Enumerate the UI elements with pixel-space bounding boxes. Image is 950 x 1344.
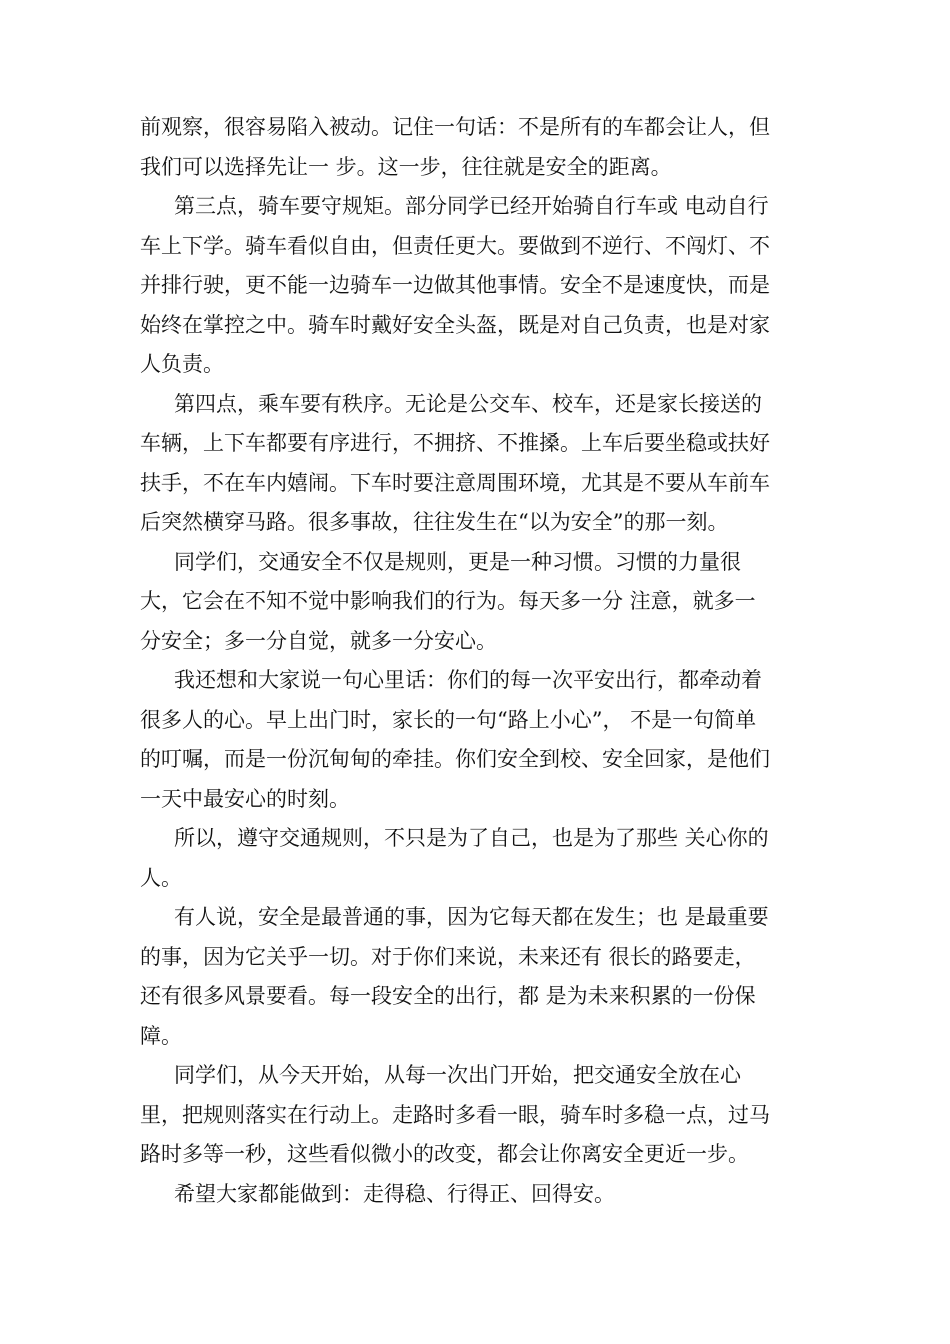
text-line: 车上下学。骑车看似自由，但责任更大。要做到不逆行、不闯灯、不 xyxy=(140,233,770,258)
text-line: 后突然横穿马路。很多事故，往往发生在“以为安全”的那一刻。 xyxy=(140,510,729,534)
text-line: 的叮嘱，而是一份沉甸甸的牵挂。你们安全到校、安全回家，是他们 xyxy=(140,747,770,771)
text-line: 第三点，骑车要守规矩。部分同学已经开始骑自行车或 电动自行 xyxy=(174,194,769,218)
paragraph-7 xyxy=(140,898,812,1056)
text-line: 大，它会在不知不觉中影响我们的行为。每天多一分 注意，就多一 xyxy=(140,589,756,613)
text-line: 扶手，不在车内嬉闹。下车时要注意周围环境，尤其是不要从车前车 xyxy=(140,470,770,495)
paragraph-5 xyxy=(140,661,812,819)
text-line: 人。 xyxy=(140,865,182,890)
text-line: 车辆，上下车都要有序进行，不拥挤、不推搡。上车后要坐稳或扶好 xyxy=(140,431,770,455)
document-body xyxy=(140,108,812,1214)
text-line: 还有很多风景要看。每一段安全的出行，都 是为未来积累的一份保 xyxy=(140,984,756,1008)
text-line: 并排行驶，更不能一边骑车一边做其他事情。安全不是速度快，而是 xyxy=(140,273,770,297)
text-line: 一天中最安心的时刻。 xyxy=(140,786,350,811)
paragraph-1 xyxy=(140,108,812,187)
paragraph-4 xyxy=(140,543,812,662)
text-line: 第四点，乘车要有秩序。无论是公交车、校车，还是家长接送的 xyxy=(174,391,762,416)
text-line: 始终在掌控之中。骑车时戴好安全头盔，既是对自己负责，也是对家 xyxy=(140,312,770,337)
paragraph-9 xyxy=(140,1175,812,1215)
text-line: 前观察，很容易陷入被动。记住一句话：不是所有的车都会让人，但 xyxy=(140,115,770,139)
text-line: 所以，遵守交通规则，不只是为了自己，也是为了那些 关心你的 xyxy=(174,826,769,850)
paragraph-8 xyxy=(140,1056,812,1175)
text-line: 里，把规则落实在行动上。走路时多看一眼，骑车时多稳一点，过马 xyxy=(140,1102,770,1127)
text-line: 希望大家都能做到：走得稳、行得正、回得安。 xyxy=(174,1181,615,1206)
text-line: 同学们，从今天开始，从每一次出门开始，把交通安全放在心 xyxy=(174,1063,741,1087)
text-line: 有人说，安全是最普通的事，因为它每天都在发生；也 是最重要 xyxy=(174,905,769,929)
text-line: 我还想和大家说一句心里话：你们的每一次平安出行，都牵动着 xyxy=(174,668,762,692)
text-line: 分安全；多一分自觉，就多一分安心。 xyxy=(140,628,497,653)
text-line: 同学们，交通安全不仅是规则，更是一种习惯。习惯的力量很 xyxy=(174,549,741,574)
text-line: 我们可以选择先让一 步。这一步，往往就是安全的距离。 xyxy=(140,154,672,179)
paragraph-6 xyxy=(140,819,812,898)
text-line: 的事，因为它关乎一切。对于你们来说，未来还有 很长的路要走， xyxy=(140,944,756,969)
paragraph-2 xyxy=(140,187,812,385)
text-line: 人负责。 xyxy=(140,352,224,376)
paragraph-3 xyxy=(140,385,812,543)
text-line: 很多人的心。早上出门时，家长的一句“路上小心”， 不是一句简单 xyxy=(140,707,757,732)
text-line: 路时多等一秒，这些看似微小的改变，都会让你离安全更近一步。 xyxy=(140,1142,749,1166)
text-line: 障。 xyxy=(140,1023,182,1048)
